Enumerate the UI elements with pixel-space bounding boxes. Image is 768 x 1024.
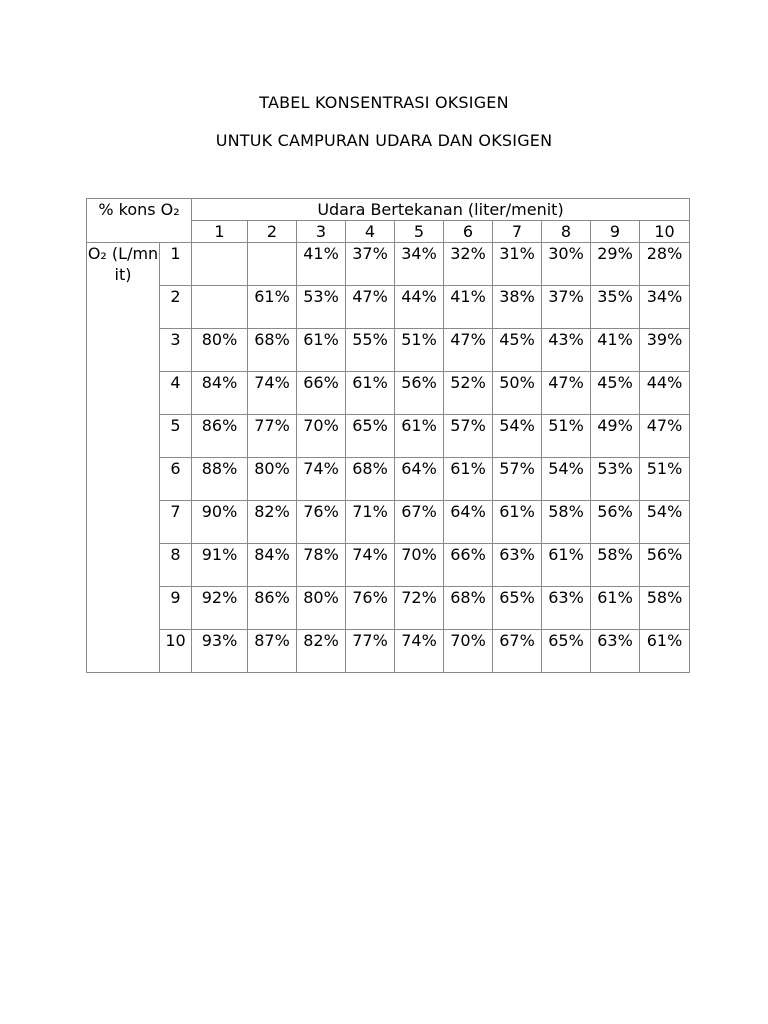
concentration-cell: 31% [493,243,542,286]
concentration-cell: 53% [297,286,346,329]
concentration-cell: 65% [493,587,542,630]
column-header: 10 [640,221,690,243]
o2-flow-cell: 4 [160,372,192,415]
concentration-cell: 80% [248,458,297,501]
concentration-cell: 57% [493,458,542,501]
concentration-cell: 77% [346,630,395,673]
concentration-cell: 54% [493,415,542,458]
concentration-cell: 44% [640,372,690,415]
column-header: 6 [444,221,493,243]
concentration-cell: 28% [640,243,690,286]
concentration-cell: 29% [591,243,640,286]
concentration-cell: 53% [591,458,640,501]
concentration-cell: 68% [444,587,493,630]
concentration-cell: 58% [542,501,591,544]
concentration-cell: 47% [640,415,690,458]
table-row [87,329,690,372]
concentration-cell: 47% [444,329,493,372]
concentration-cell: 91% [192,544,248,587]
concentration-cell: 93% [192,630,248,673]
column-header: 9 [591,221,640,243]
concentration-cell: 56% [395,372,444,415]
concentration-cell: 74% [346,544,395,587]
concentration-cell: 50% [493,372,542,415]
concentration-cell: 80% [297,587,346,630]
concentration-cell: 34% [640,286,690,329]
concentration-cell: 71% [346,501,395,544]
concentration-cell: 76% [297,501,346,544]
concentration-cell: 66% [444,544,493,587]
concentration-cell: 58% [640,587,690,630]
concentration-cell: 78% [297,544,346,587]
concentration-cell: 87% [248,630,297,673]
concentration-cell: 37% [346,243,395,286]
concentration-cell: 34% [395,243,444,286]
concentration-cell: 61% [640,630,690,673]
concentration-cell: 67% [493,630,542,673]
concentration-cell: 37% [542,286,591,329]
column-header: 3 [297,221,346,243]
page-subtitle: UNTUK CAMPURAN UDARA DAN OKSIGEN [215,131,553,150]
column-group-header: Udara Bertekanan (liter/menit) [192,199,690,221]
concentration-cell: 61% [591,587,640,630]
oxygen-concentration-table [86,198,690,673]
concentration-cell: 57% [444,415,493,458]
concentration-cell: 41% [297,243,346,286]
concentration-cell: 45% [591,372,640,415]
concentration-cell: 39% [640,329,690,372]
column-header: 8 [542,221,591,243]
concentration-cell: 74% [395,630,444,673]
concentration-cell: 61% [297,329,346,372]
concentration-cell: 58% [591,544,640,587]
concentration-cell: 68% [248,329,297,372]
concentration-cell: 84% [192,372,248,415]
concentration-cell: 65% [346,415,395,458]
column-header: 7 [493,221,542,243]
concentration-cell: 41% [444,286,493,329]
concentration-cell: 61% [493,501,542,544]
concentration-cell: 72% [395,587,444,630]
o2-flow-cell: 10 [160,630,192,673]
concentration-cell: 51% [640,458,690,501]
concentration-cell: 65% [542,630,591,673]
column-header: 1 [192,221,248,243]
concentration-cell: 51% [395,329,444,372]
column-header: 5 [395,221,444,243]
concentration-cell: 47% [542,372,591,415]
table-row [87,501,690,544]
concentration-cell: 82% [248,501,297,544]
o2-flow-cell: 6 [160,458,192,501]
concentration-cell [248,243,297,286]
concentration-cell: 52% [444,372,493,415]
concentration-cell: 77% [248,415,297,458]
concentration-cell: 66% [297,372,346,415]
table-row [87,415,690,458]
concentration-cell: 82% [297,630,346,673]
concentration-cell: 74% [297,458,346,501]
concentration-cell: 45% [493,329,542,372]
concentration-cell: 56% [591,501,640,544]
concentration-cell: 63% [493,544,542,587]
concentration-cell: 70% [395,544,444,587]
concentration-cell: 86% [248,587,297,630]
concentration-cell: 67% [395,501,444,544]
table-row [87,286,690,329]
o2-flow-cell: 9 [160,587,192,630]
table-row [87,458,690,501]
concentration-cell: 61% [395,415,444,458]
concentration-cell: 92% [192,587,248,630]
concentration-cell: 64% [395,458,444,501]
concentration-cell: 44% [395,286,444,329]
concentration-cell: 61% [444,458,493,501]
concentration-cell: 63% [542,587,591,630]
concentration-cell: 38% [493,286,542,329]
concentration-cell: 41% [591,329,640,372]
concentration-cell: 84% [248,544,297,587]
concentration-cell: 55% [346,329,395,372]
concentration-cell: 68% [346,458,395,501]
concentration-cell: 30% [542,243,591,286]
concentration-cell: 56% [640,544,690,587]
concentration-cell: 86% [192,415,248,458]
table-row [87,243,690,286]
concentration-cell: 90% [192,501,248,544]
table-row [87,372,690,415]
o2-flow-cell: 3 [160,329,192,372]
concentration-cell: 49% [591,415,640,458]
concentration-cell: 61% [346,372,395,415]
concentration-cell: 74% [248,372,297,415]
concentration-cell: 64% [444,501,493,544]
concentration-cell [192,243,248,286]
concentration-cell: 35% [591,286,640,329]
page-title: TABEL KONSENTRASI OKSIGEN [259,93,509,112]
concentration-cell: 80% [192,329,248,372]
concentration-cell: 32% [444,243,493,286]
row-group-header: O₂ (L/mnit) [87,243,160,673]
concentration-cell: 63% [591,630,640,673]
concentration-cell: 51% [542,415,591,458]
o2-flow-cell: 2 [160,286,192,329]
concentration-cell: 54% [542,458,591,501]
concentration-cell: 47% [346,286,395,329]
concentration-cell: 61% [542,544,591,587]
concentration-cell: 43% [542,329,591,372]
table-row [87,544,690,587]
corner-header: % kons O₂ [87,199,192,243]
column-header: 4 [346,221,395,243]
o2-flow-cell: 1 [160,243,192,286]
concentration-cell: 70% [444,630,493,673]
column-header: 2 [248,221,297,243]
table-row [87,587,690,630]
table-row [87,630,690,673]
concentration-cell: 88% [192,458,248,501]
o2-flow-cell: 7 [160,501,192,544]
o2-flow-cell: 5 [160,415,192,458]
concentration-cell: 70% [297,415,346,458]
concentration-cell [192,286,248,329]
concentration-cell: 54% [640,501,690,544]
concentration-cell: 61% [248,286,297,329]
o2-flow-cell: 8 [160,544,192,587]
concentration-cell: 76% [346,587,395,630]
